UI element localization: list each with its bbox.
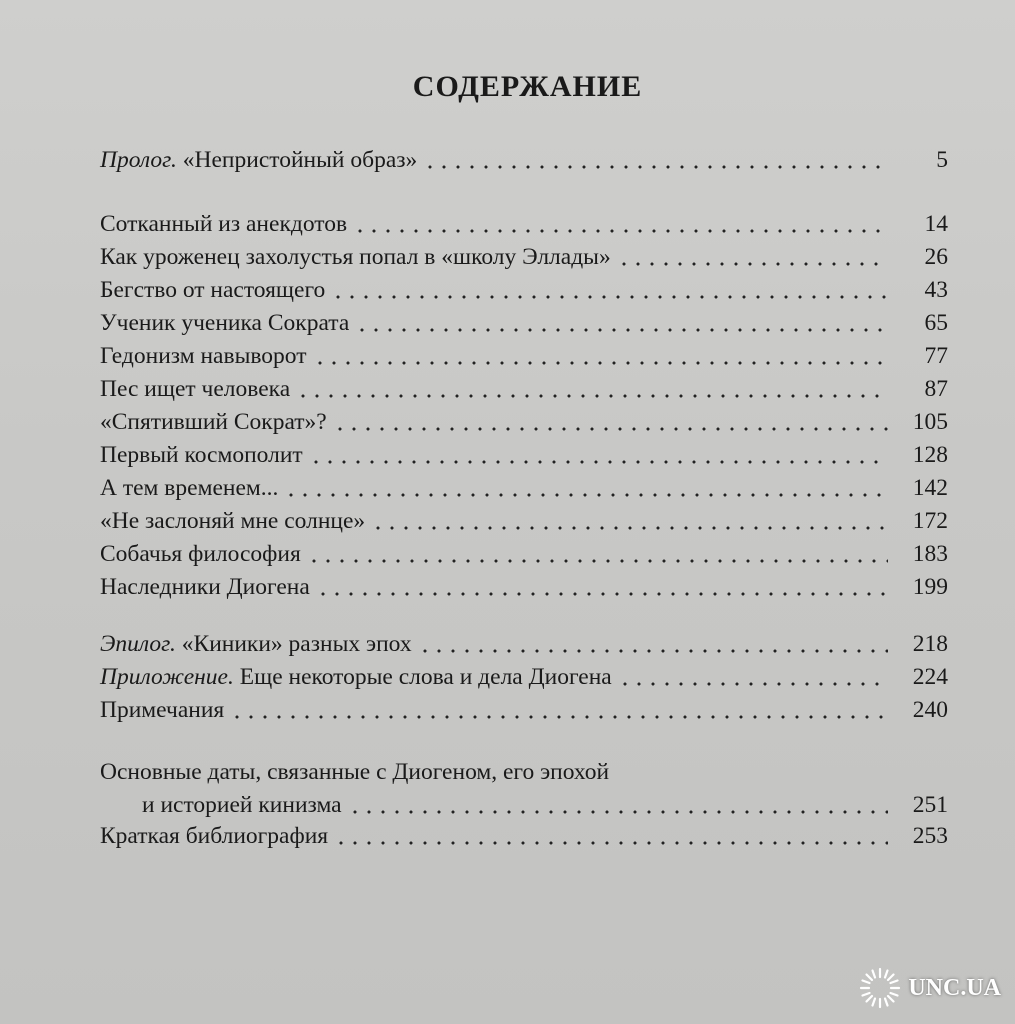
toc-entry-appendix: [100, 660, 948, 692]
toc-entry-label: Примечания: [100, 697, 225, 723]
toc-entry-bibliography: [100, 819, 948, 851]
dot-leader: [331, 295, 888, 299]
dot-leader: [309, 460, 888, 464]
toc-entry-page: 253: [912, 823, 948, 849]
page-title: СОДЕРЖАНИЕ: [412, 70, 643, 103]
toc-entry-label: «Не заслоняй мне солнце»: [100, 508, 366, 534]
dot-leader: [348, 810, 888, 814]
toc-entry: [100, 240, 948, 272]
toc-entry-page: 87: [924, 376, 948, 402]
toc-entry-label: и историей кинизма: [142, 792, 342, 818]
toc-entry-label: Бегство от настоящего: [100, 277, 326, 303]
toc-entry-label: Гедонизм навыворот: [100, 343, 307, 369]
toc-entry-italic: Пролог.: [100, 147, 177, 173]
toc-entry-page: 43: [924, 277, 948, 303]
toc-entry: [100, 537, 948, 569]
dot-leader: [355, 328, 888, 332]
toc-entry-label: Наследники Диогена: [100, 574, 310, 600]
toc-entry-page: 65: [924, 310, 948, 336]
toc-entry-page: 77: [924, 343, 948, 369]
toc-entry-page: 105: [912, 409, 948, 435]
toc-entry-page: 240: [912, 697, 948, 723]
toc-entry-label: Еще некоторые слова и дела Диогена: [233, 664, 612, 690]
toc-entry-page: 26: [924, 244, 948, 270]
toc-entry: [100, 438, 948, 470]
toc-entry-label: Сотканный из анекдотов: [100, 211, 348, 237]
dot-leader: [423, 165, 888, 169]
dot-leader: [371, 526, 888, 530]
toc-entry-italic: Эпилог.: [100, 631, 176, 657]
watermark-text: UNC.UA: [908, 974, 1001, 1001]
dot-leader: [284, 493, 888, 497]
dot-leader: [617, 262, 888, 266]
dot-leader: [334, 841, 888, 845]
dot-leader: [230, 715, 888, 719]
toc-entry-label: «Непристойный образ»: [176, 147, 418, 173]
toc-entry: [100, 405, 948, 437]
toc-entry-prologue: [100, 143, 948, 175]
toc-entry-label: Первый космополит: [100, 442, 303, 468]
dot-leader: [418, 649, 888, 653]
toc-entry-dates-line1: Основные даты, связанные с Диогеном, его эпохой: [100, 759, 610, 785]
toc-entry-epilogue: [100, 627, 948, 659]
toc-entry-page: 218: [912, 631, 948, 657]
toc-entry-page: 14: [924, 211, 948, 237]
toc-entry-label: Пес ищет человека: [100, 376, 291, 402]
dot-leader: [316, 592, 888, 596]
toc-entry-label: «Киники» разных эпох: [175, 631, 412, 657]
starburst-logo-icon: [858, 966, 902, 1010]
toc-entry-notes: [100, 693, 948, 725]
dot-leader: [333, 427, 888, 431]
toc-entry: [100, 207, 948, 239]
dot-leader: [313, 361, 888, 365]
toc-entry-page: 172: [912, 508, 948, 534]
toc-entry: [100, 471, 948, 503]
dot-leader: [296, 394, 888, 398]
toc-entry-label: Собачья философия: [100, 541, 301, 567]
site-watermark: [858, 966, 1001, 1010]
dot-leader: [307, 559, 888, 563]
dot-leader: [618, 682, 888, 686]
toc-entry-label: «Спятивший Сократ»?: [100, 409, 327, 435]
toc-entry: [100, 504, 948, 536]
toc-entry-label: Краткая библиография: [100, 823, 329, 849]
toc-entry: [100, 273, 948, 305]
toc-entry-page: 142: [912, 475, 948, 501]
toc-entry-page: 128: [912, 442, 948, 468]
toc-entry: [100, 306, 948, 338]
dot-leader: [353, 229, 888, 233]
toc-entry-page: 199: [912, 574, 948, 600]
toc-entry-label: Как уроженец захолустья попал в «школу Эллады»: [100, 244, 611, 270]
toc-entry-page: 251: [912, 792, 948, 818]
toc-entry: [100, 570, 948, 602]
toc-entry-label: А тем временем...: [100, 475, 279, 501]
toc-entry-page: 183: [912, 541, 948, 567]
toc-entry: [100, 372, 948, 404]
toc-entry: [100, 339, 948, 371]
toc-entry-dates-line2: [142, 788, 948, 820]
toc-entry-page: 224: [912, 664, 948, 690]
toc-entry-label: Ученик ученика Сократа: [100, 310, 350, 336]
toc-entry-italic: Приложение.: [100, 664, 234, 690]
toc-entry-page: 5: [936, 147, 948, 173]
